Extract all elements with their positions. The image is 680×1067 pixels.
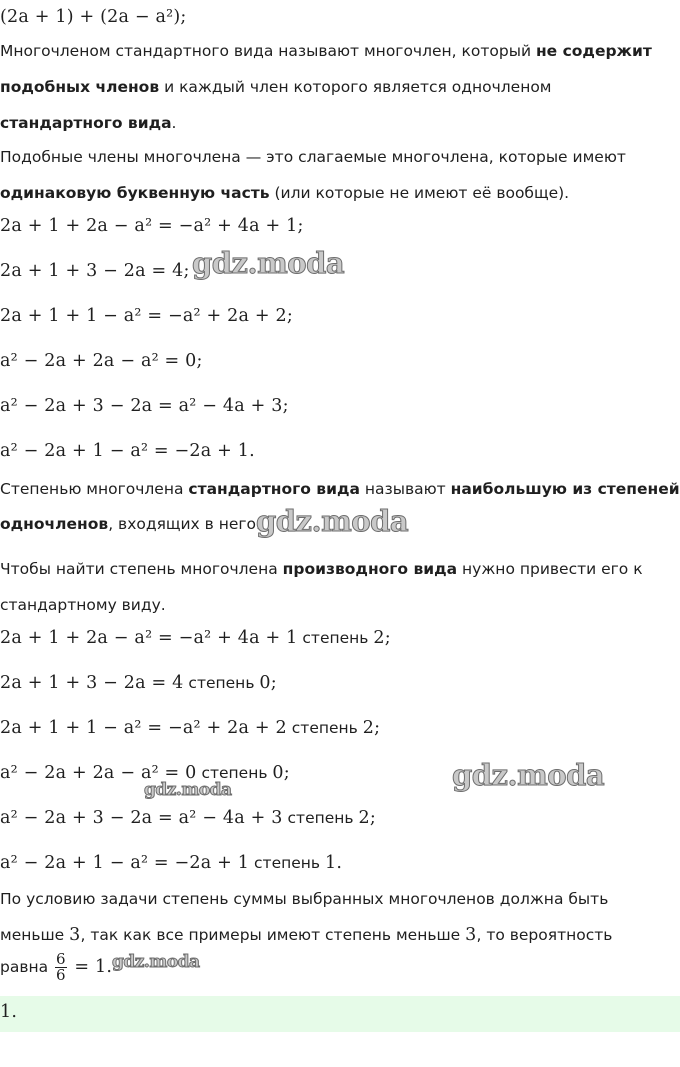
degree-value: 2 (362, 718, 375, 738)
degree-value: 2 (373, 628, 385, 648)
degree-value: 1 (325, 853, 337, 873)
text: нужно привести его к (457, 560, 643, 578)
fraction-result: = 1. (68, 957, 113, 977)
bold-term: одночленов (0, 515, 109, 533)
degree-label: степень (297, 629, 374, 647)
text: , входящих в него. (108, 515, 261, 533)
punctuation: ; (369, 808, 376, 828)
degree-row-2 (0, 672, 277, 694)
text: Чтобы найти степень многочлена (0, 560, 283, 578)
text: , так как все примеры имеют степень меньше (80, 926, 466, 944)
text: и каждый член которого является одночленом (159, 78, 552, 96)
degree-expression: 2a + 1 + 3 − 2a = 4 (0, 673, 184, 693)
degree-row-3 (0, 717, 380, 739)
fraction-numerator: 6 (56, 950, 66, 968)
find-degree-line-1 (0, 558, 643, 580)
definition-degree-line-2 (0, 513, 261, 535)
punctuation: ; (384, 628, 391, 648)
answer-value: 1. (0, 1002, 18, 1022)
text: . (171, 114, 177, 132)
watermark-logo: gdz.moda (192, 246, 345, 280)
definition-standard-line-2 (0, 76, 552, 98)
find-degree-line-2: стандартному виду. (0, 596, 166, 614)
answer-box (0, 996, 680, 1032)
text: равна (0, 958, 54, 976)
sum-3: 2a + 1 + 1 − a² = −a² + 2a + 2; (0, 306, 293, 326)
sum-4: a² − 2a + 2a − a² = 0; (0, 351, 203, 371)
punctuation: ; (374, 718, 381, 738)
number: 3 (69, 925, 81, 945)
sum-6: a² − 2a + 1 − a² = −2a + 1. (0, 441, 255, 461)
degree-label: степень (282, 809, 359, 827)
bold-term: стандартного вида (0, 114, 172, 132)
sum-2: 2a + 1 + 3 − 2a = 4; (0, 261, 190, 281)
text: меньше (0, 926, 70, 944)
degree-row-5 (0, 807, 376, 829)
number: 3 (465, 925, 477, 945)
text: Степенью многочлена (0, 480, 189, 498)
watermark-logo: gdz.moda (256, 504, 409, 538)
degree-value: 2 (358, 808, 370, 828)
degree-row-1 (0, 627, 391, 649)
degree-expression: a² − 2a + 3 − 2a = a² − 4a + 3 (0, 808, 283, 828)
conclusion-line-3 (0, 950, 112, 984)
watermark-logo: gdz.moda (112, 952, 200, 972)
definition-similar-line-2 (0, 182, 569, 204)
bold-term: одинаковую буквенную часть (0, 184, 270, 202)
definition-standard-line-1 (0, 40, 652, 62)
bold-term: стандартного вида (188, 480, 360, 498)
watermark-logo: gdz.moda (144, 780, 232, 800)
punctuation: . (336, 853, 343, 873)
definition-similar-line-1: Подобные члены многочлена — это слагаемые многочлена, которые имеют (0, 148, 626, 166)
degree-label: степень (196, 764, 273, 782)
watermark-logo: gdz.moda (452, 758, 605, 792)
conclusion-line-2 (0, 924, 612, 946)
bold-term: производного вида (282, 560, 458, 578)
fraction-denominator: 6 (56, 966, 66, 984)
bold-term: подобных членов (0, 78, 160, 96)
degree-value: 0 (259, 673, 271, 693)
text: (или которые не имеют её вообще). (269, 184, 570, 202)
sum-5: a² − 2a + 3 − 2a = a² − 4a + 3; (0, 396, 289, 416)
text: Многочленом стандартного вида называют многочлен, который (0, 42, 536, 60)
degree-label: степень (286, 719, 363, 737)
degree-expression: 2a + 1 + 1 − a² = −a² + 2a + 2 (0, 718, 287, 738)
bold-term: наибольшую из степеней (450, 480, 680, 498)
bold-term: не содержит (535, 42, 652, 60)
sum-1: 2a + 1 + 2a − a² = −a² + 4a + 1; (0, 216, 304, 236)
degree-expression: a² − 2a + 1 − a² = −2a + 1 (0, 853, 250, 873)
punctuation: ; (270, 673, 277, 693)
definition-standard-line-3 (0, 112, 176, 134)
degree-row-6 (0, 852, 342, 874)
degree-expression: a² − 2a + 2a − a² = 0 (0, 763, 197, 783)
punctuation: ; (283, 763, 290, 783)
degree-label: степень (249, 854, 325, 872)
degree-value: 0 (272, 763, 284, 783)
text: называют (359, 480, 451, 498)
conclusion-line-1: По условию задачи степень суммы выбранных многочленов должна быть (0, 890, 609, 908)
text: , то вероятность (476, 926, 613, 944)
degree-label: степень (183, 674, 260, 692)
expression-top: (2a + 1) + (2a − a²); (0, 7, 187, 27)
definition-degree-line-1 (0, 478, 680, 500)
fraction (55, 952, 67, 983)
degree-expression: 2a + 1 + 2a − a² = −a² + 4a + 1 (0, 628, 298, 648)
